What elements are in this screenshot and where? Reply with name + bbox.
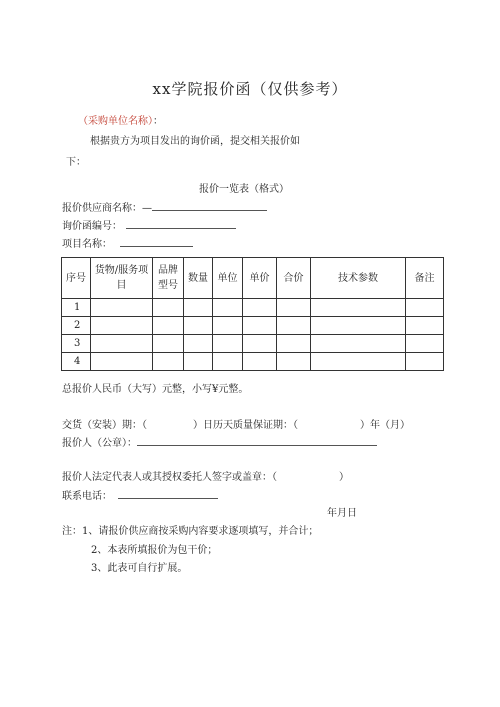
table-cell[interactable] [243, 299, 277, 317]
row-index: 3 [62, 335, 91, 353]
legal-rep-line [62, 468, 349, 483]
table-cell[interactable] [243, 353, 277, 371]
header-item-line1: 货物/服务项 [94, 265, 149, 276]
table-cell[interactable] [153, 299, 184, 317]
quoter-seal-label: 报价人（公章）： [62, 438, 137, 449]
quoter-seal-field[interactable] [137, 436, 377, 446]
buyer-line [78, 112, 163, 127]
table-cell[interactable] [311, 353, 406, 371]
table-cell[interactable] [153, 353, 184, 371]
warranty-unit: ）年（月） [360, 420, 410, 431]
header-brand-line2: 型号 [158, 280, 178, 291]
inquiry-number-field[interactable] [126, 219, 236, 229]
delivery-label: 交货（安装）期：（ [62, 420, 147, 431]
supplier-name-field[interactable] [152, 201, 267, 211]
table-cell[interactable] [213, 335, 243, 353]
table-cell[interactable] [406, 317, 444, 335]
table-cell[interactable] [311, 317, 406, 335]
note-line-1: 注：1、请报价供应商按采购内容要求逐项填写，并合计； [62, 526, 319, 537]
quoter-seal-line [62, 434, 377, 449]
header-brand [153, 258, 184, 299]
table-cell[interactable] [277, 299, 311, 317]
table-cell[interactable] [91, 299, 153, 317]
contact-phone-label: 联系电话： [62, 491, 112, 502]
table-row [62, 353, 444, 371]
header-unit: 单位 [213, 258, 243, 299]
table-cell[interactable] [311, 335, 406, 353]
table-cell[interactable] [91, 353, 153, 371]
buyer-name-placeholder: （采购单位名称） [78, 116, 153, 127]
table-cell[interactable] [184, 299, 213, 317]
table-cell[interactable] [91, 317, 153, 335]
table-cell[interactable] [213, 299, 243, 317]
quotation-table [61, 257, 444, 371]
legal-rep-close: ） [339, 472, 349, 483]
project-name-field[interactable] [120, 237, 193, 247]
intro-line-1: 根据贵方为项目发出的询价函，提交相关报价如 [90, 136, 300, 147]
table-row [62, 317, 444, 335]
table-cell[interactable] [91, 335, 153, 353]
header-item [91, 258, 153, 299]
project-name-label: 项目名称： [62, 239, 112, 250]
table-row [62, 335, 444, 353]
header-unit-price: 单价 [243, 258, 277, 299]
intro-line-2: 下： [66, 157, 86, 168]
row-index: 4 [62, 353, 91, 371]
table-cell[interactable] [277, 353, 311, 371]
table-cell[interactable] [153, 317, 184, 335]
header-tech-params: 技术参数 [311, 258, 406, 299]
header-brand-line1: 品牌 [158, 265, 178, 276]
table-cell[interactable] [311, 299, 406, 317]
contact-phone-field[interactable] [118, 489, 218, 499]
table-cell[interactable] [277, 317, 311, 335]
contact-phone-line [62, 487, 218, 502]
header-total-price: 合价 [277, 258, 311, 299]
table-cell[interactable] [184, 317, 213, 335]
table-cell[interactable] [277, 335, 311, 353]
header-item-line2: 目 [116, 280, 127, 291]
table-row [62, 299, 444, 317]
inquiry-number-line [62, 217, 236, 232]
supplier-name-line [62, 199, 267, 214]
row-index: 2 [62, 317, 91, 335]
table-cell[interactable] [153, 335, 184, 353]
header-remarks: 备注 [406, 258, 444, 299]
inquiry-number-label: 询价函编号： [62, 221, 122, 232]
table-cell[interactable] [213, 317, 243, 335]
table-cell[interactable] [406, 299, 444, 317]
header-index: 序号 [62, 258, 91, 299]
page-title: xx学院报价函（仅供参考） [152, 80, 348, 98]
table-cell[interactable] [406, 353, 444, 371]
note-line-2: 2、本表所填报价为包干价； [91, 545, 218, 556]
table-cell[interactable] [184, 353, 213, 371]
table-header-row [62, 258, 444, 299]
total-price-line: 总报价人民币（大写）元整，小写¥元整。 [62, 384, 249, 395]
legal-rep-label: 报价人法定代表人或其授权委托人签字或盖章：（ [62, 472, 277, 483]
buyer-colon: ： [153, 116, 163, 127]
delivery-line [62, 416, 410, 431]
table-cell[interactable] [243, 317, 277, 335]
date-label: 年月日 [327, 508, 357, 519]
warranty-label: ）日历天质量保证期：（ [193, 420, 298, 431]
header-quantity: 数量 [184, 258, 213, 299]
row-index: 1 [62, 299, 91, 317]
table-cell[interactable] [243, 335, 277, 353]
supplier-name-label: 报价供应商名称：— [62, 203, 152, 214]
project-name-line [62, 235, 193, 250]
table-cell[interactable] [406, 335, 444, 353]
table-cell[interactable] [213, 353, 243, 371]
note-line-3: 3、此表可自行扩展。 [91, 563, 188, 574]
table-caption: 报价一览表（格式） [199, 184, 289, 195]
table-cell[interactable] [184, 335, 213, 353]
